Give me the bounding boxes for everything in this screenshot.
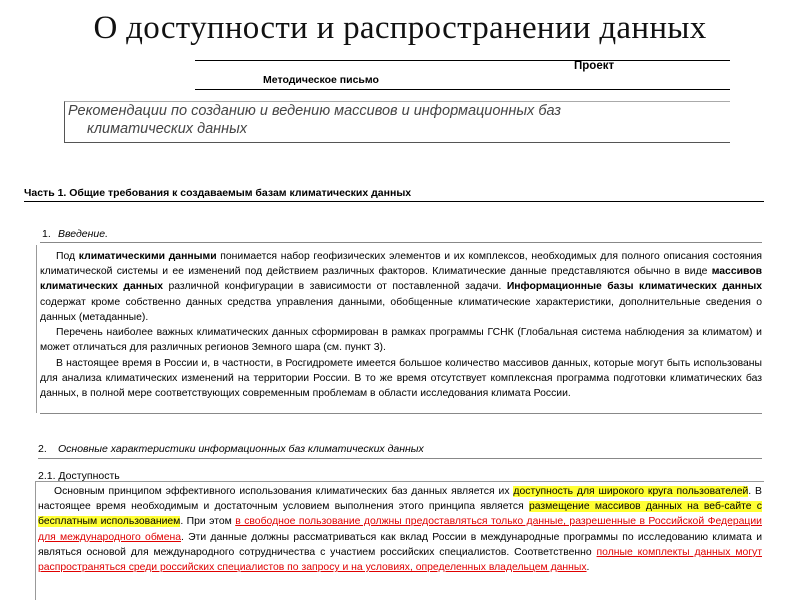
subsection-2-1-heading: 2.1. Доступность (38, 470, 120, 482)
header-rule-bottom (195, 89, 730, 90)
recommendation-title-line1: Рекомендации по созданию и ведению массивов и информационных баз (68, 103, 561, 119)
section2-number: 2. (38, 443, 47, 455)
term-info-bases: Информационные базы климатических данных (506, 281, 763, 293)
intro-paragraph-2: Перечень наиболее важных климатических данных сформирован в рамках программы ГСНК (Глобальная система наблюдения за климатом) и может отличаться для различных регионов Земного шара (см. пункт 3). (40, 327, 762, 354)
slide-title: О доступности и распространении данных (93, 10, 707, 46)
recommendation-title-line2: климатических данных (87, 121, 248, 137)
section2-rule (38, 458, 762, 459)
term-climate-data: климатическими данными (78, 251, 217, 262)
doc-type-label: Методическое письмо (263, 74, 379, 86)
emphasis-international-exchange: в свободное пользование должны предоставляться только данные, разрешенные в Российской Федерации для международного обмена (38, 516, 762, 543)
term-data-arrays: массивов климатических данных (40, 266, 762, 293)
intro-paragraph-1: Под климатическими данными понимается набор геофизических элементов и их комплексов, необходимых для полного описания состояния климатической системы и ее изменений под действием различных факторов. Климатические данные представляются обычно в виде массивов климатических данных различной конфигурации в зависимости от поставленной задачи. Информационные базы климатических данных содержат кроме собственно данных средства управления данными, обобщенные климатические характеристики, дополнительные сведения о данных (метаданные). (40, 251, 763, 323)
project-label: Проект (574, 60, 615, 72)
intro-margin-bar (36, 245, 37, 413)
section2-heading: Основные характеристики информационных баз климатических данных (58, 443, 424, 455)
highlight-wide-access: доступность для широкого круга пользователей (513, 486, 749, 497)
intro-number: 1. (42, 228, 51, 240)
header-rule-top (195, 60, 730, 61)
highlight-free-website: размещение массивов данных на веб-сайте с бесплатным использованием (38, 501, 762, 528)
intro-bottom-rule (40, 413, 762, 414)
intro-paragraph-3: В настоящее время в России и, в частности, в Росгидромете имеется большое количество массивов данных, которые могут быть использованы для анализа климатических изменений на территории России. В то же время отсутствует комплексная программа подготовки климатических баз данных, в полной мере соответствующих современным проблемам в области исследования климата России. (40, 358, 762, 400)
intro-rule (40, 242, 762, 243)
intro-heading: Введение. (58, 228, 108, 240)
part1-rule (24, 201, 764, 202)
emphasis-full-datasets: полные комплекты данных могут распространяться среди российских специалистов по запросу и на условиях, определенных владельцем данных (38, 546, 762, 574)
accessibility-paragraph: Основным принципом эффективного использования климатических баз данных является их доступность для широкого круга пользователей. В настоящее время необходимым и достаточным условием выполнения этого принципа является размещение массивов данных на веб-сайте с бесплатным использованием. При этом в свободное пользование должны предоставляться только данные, разрешенные в Российской Федерации для международного обмена. Эти данные должны рассматриваться как вклад России в международные программы по исследованию климата и являться основой для международного сотрудничества с участием российских специалистов. Соответственно полные комплекты данных могут распространяться среди российских специалистов по запросу и на условиях, определенных владельцем данных. (38, 486, 763, 574)
part1-heading: Часть 1. Общие требования к создаваемым базам климатических данных (24, 187, 412, 199)
